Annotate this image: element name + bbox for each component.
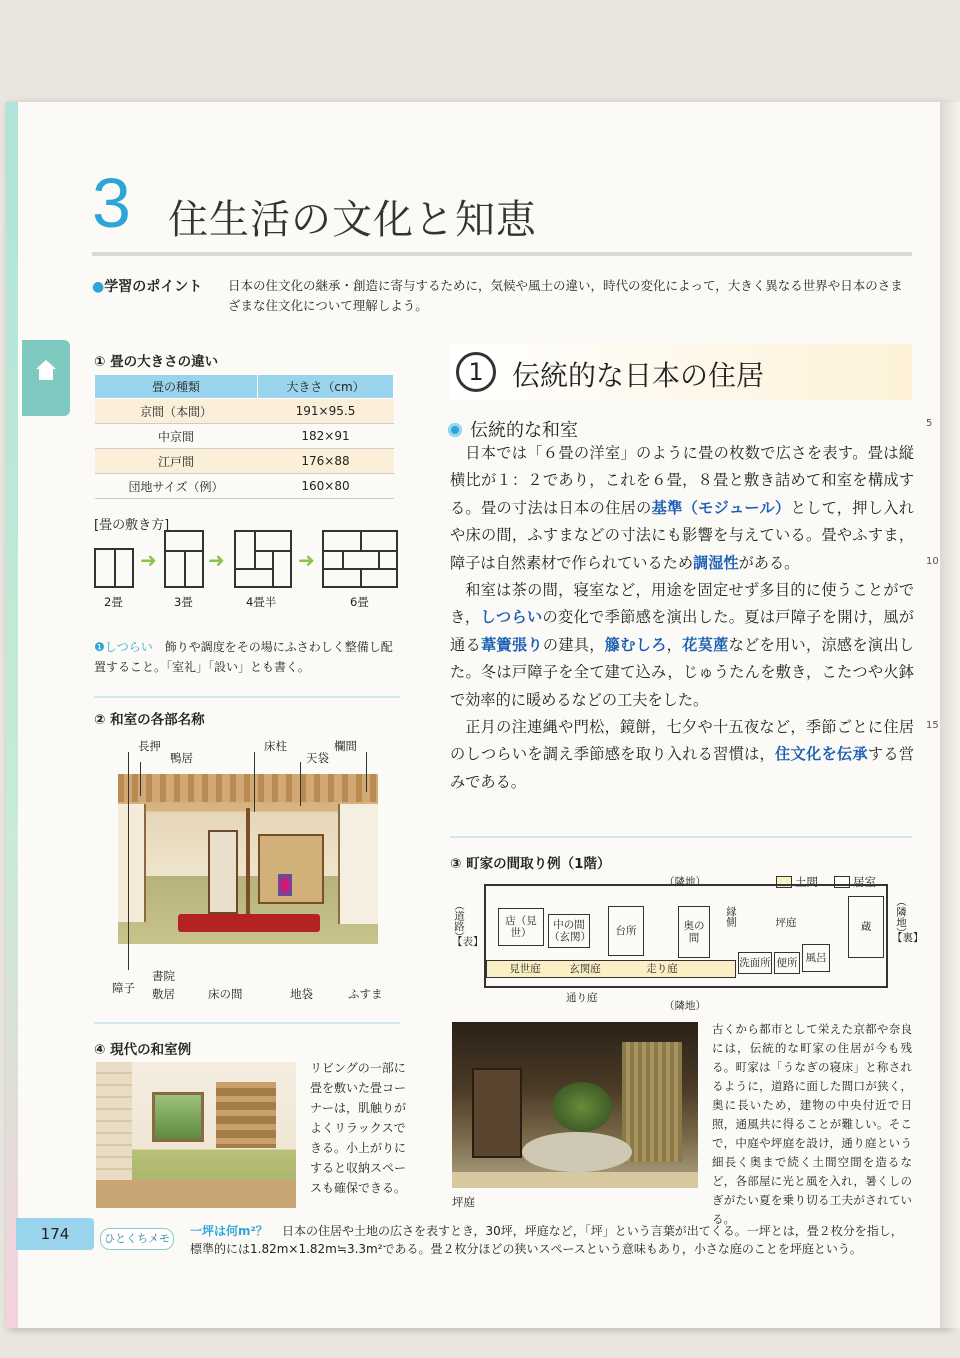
room-senmen: 洗面所 <box>738 952 772 974</box>
arrow-icon: ➜ <box>140 548 157 572</box>
label-fusuma: ふすま <box>348 987 383 1001</box>
line-number: 5 <box>926 418 933 429</box>
room-genkan: 玄関庭 <box>569 963 601 975</box>
tatami-6jo-diagram <box>322 530 398 588</box>
room-hashiri: 走り庭 <box>646 963 678 975</box>
neighbor-top: （隣地） <box>664 876 706 888</box>
machiya-floor-plan <box>484 884 888 988</box>
room-naka: 中の間（玄関） <box>548 914 590 948</box>
legend-doma: 土間 <box>776 874 818 890</box>
arrow-icon: ➜ <box>208 548 225 572</box>
room-daidokoro: 台所 <box>608 906 644 956</box>
leader-line <box>128 752 129 970</box>
divider <box>94 1022 400 1024</box>
leader-line <box>300 762 301 806</box>
memo-text: 日本の住居や土地の広さを表すとき，30坪，坪庭など，「坪」という言葉が出てくる。一坪とは，畳２枚分を指し，標準的には1.82m×1.82m≒3.3m²である。畳２枚分ほどの狭いスペースという意味もあり，小さな庭のことを坪庭という。 <box>190 1224 903 1256</box>
layout-3jo-label: 3畳 <box>174 595 193 609</box>
tatami-4jo-han-diagram <box>234 530 292 588</box>
footnote-shitsurai: ❶しつらい 飾りや調度をその場にふさわしく整備し配置すること。「室礼」「設い」とも書く。 <box>94 640 393 674</box>
washitsu-photo <box>118 774 378 944</box>
table-row: 江戸間 176×88 <box>95 449 394 474</box>
layout-label: [畳の敷き方] <box>94 518 170 533</box>
label-ranma: 欄間 <box>334 739 357 753</box>
fig4-caption: リビングの一部に畳を敷いた畳コーナーは，肌触りがよくリラックスできる。小上がりにすると収納スペースも確保できる。 <box>310 1061 407 1195</box>
line-number: 15 <box>926 720 939 731</box>
chapter-title: 住生活の文化と知恵 <box>168 197 537 243</box>
title-rule <box>92 252 912 256</box>
point-text: 日本の住文化の継承・創造に寄与するために，気候や風土の違い，時代の変化によって，大きく異なる世界や日本のさまざまな住文化について理解しよう。 <box>228 278 903 313</box>
leader-line <box>140 762 141 796</box>
table-row: 中京間 182×91 <box>95 424 394 449</box>
layout-6jo-label: 6畳 <box>350 595 369 609</box>
line-number: 10 <box>926 556 939 567</box>
page-number: 174 <box>16 1218 94 1250</box>
point-label: ●学習のポイント <box>92 279 203 295</box>
machiya-text: 古くから都市として栄えた京都や奈良には，伝統的な町家の住居が今も残る。町家は「うなぎの寝床」と称されるように，道路に面した間口が狭く，奥に長いため，建物の中央付近で日照，通風共に得ることが難しい。そこで，中庭や坪庭を設け，通り庭という細長く奥まで続く土間空間を造るなど，各部屋に光と風を入れ，暑くしのぎがたい夏を乗り切る工夫がされている。 <box>712 1022 912 1226</box>
tatami-size-table <box>94 374 394 499</box>
legend-kyoshitsu: 居室 <box>834 874 876 890</box>
neighbor-bottom: （隣地） <box>664 1000 706 1012</box>
room-furo: 風呂 <box>802 944 830 972</box>
label-tenbukuro: 天袋 <box>306 751 329 765</box>
body-text: 日本では「６畳の洋室」のように畳の枚数で広さを表す。畳は縦横比が１：２であり，これを６畳，８畳と敷き詰めて和室を構成する。畳の寸法は日本の住居の基準（モジュール）として，押し入れや床の間，ふすまなどの寸法にも影響を与えている。畳やふすま，障子は自然素材で作られているため調湿性がある。 和室は茶の間，寝室など，用途を固定せず多目的に使うことができ，しつらいの変化で季節感を演出した。夏は戸障子を開け，風が通る葦簀張りの建具，籐むしろ，花茣蓙などを用い，涼感を演出した。冬は戸障子を全て建て込み，じゅうたんを敷き，こたつや火鉢で効率的に暖めるなどの工夫をした。 正月の注連縄や門松，鏡餅，七夕や十五夜など，季節ごとに住居のしつらいを調え季節感を取り入れる習慣は，住文化を伝承する営みである。 <box>450 444 915 791</box>
chapter-number: 3 <box>92 164 131 242</box>
section-number: 1 <box>456 352 496 392</box>
label-nageshi: 長押 <box>138 739 161 753</box>
tooriniwa-label: 通り庭 <box>566 992 598 1004</box>
table-row: 団地サイズ（例） 160×80 <box>95 474 394 499</box>
arrow-icon: ➜ <box>298 548 315 572</box>
bullet-icon <box>448 423 462 437</box>
label-jibukuro: 地袋 <box>290 987 313 1001</box>
fig3-title: ③ 町家の間取り例（1階） <box>450 856 611 872</box>
section-title: 伝統的な日本の住居 <box>512 359 765 392</box>
fig1-title: ① 畳の大きさの違い <box>94 354 219 370</box>
fig2-title: ② 和室の各部名称 <box>94 712 205 728</box>
label-kamoi: 鴨居 <box>170 751 193 765</box>
room-mise: 店（見世） <box>498 908 544 946</box>
room-oku: 奥の間 <box>678 906 710 958</box>
tsuboniwa-caption: 坪庭 <box>452 1195 475 1209</box>
tatami-3jo-diagram <box>164 530 204 588</box>
room-kura: 蔵 <box>848 896 884 958</box>
label-tokonoma: 床の間 <box>208 987 243 1001</box>
label-tokobashira: 床柱 <box>264 739 287 753</box>
subsection-title: 伝統的な和室 <box>448 416 578 442</box>
leader-line <box>366 752 367 792</box>
divider <box>450 836 912 838</box>
table-header: 畳の種類 <box>95 375 258 399</box>
front-tag: 【表】 <box>452 936 484 948</box>
label-shoji: 障子 <box>112 981 135 995</box>
fig4-title: ④ 現代の和室例 <box>94 1042 192 1058</box>
table-row: 京間（本間） 191×95.5 <box>95 399 394 424</box>
house-tab-icon <box>22 340 70 416</box>
leader-line <box>254 752 255 812</box>
tsuboniwa-photo <box>452 1022 698 1188</box>
room-engawa: 縁側 <box>725 905 737 927</box>
memo-question: 一坪は何m²？ <box>190 1224 268 1238</box>
room-miseniwa: 見世庭 <box>509 963 541 975</box>
layout-4jo-han-label: 4畳半 <box>246 595 277 609</box>
label-shoin: 書院 <box>152 969 175 983</box>
back-tag: 【裏】 <box>892 932 924 944</box>
divider <box>94 696 400 698</box>
road-label: （道路） <box>453 900 465 942</box>
modern-washitsu-photo <box>96 1062 296 1208</box>
binding-shadow <box>940 102 960 1328</box>
room-tsuboniwa: 坪庭 <box>775 917 797 929</box>
layout-2jo-label: 2畳 <box>104 595 123 609</box>
page-edge-strip <box>6 102 18 1328</box>
label-shikii: 敷居 <box>152 987 175 1001</box>
neighbor-right: （隣地） <box>895 896 907 938</box>
memo-tag: ひとくちメモ <box>100 1228 174 1250</box>
table-header: 大きさ（cm） <box>258 375 394 399</box>
room-benjo: 便所 <box>774 952 800 974</box>
tatami-2jo-diagram <box>94 548 134 588</box>
